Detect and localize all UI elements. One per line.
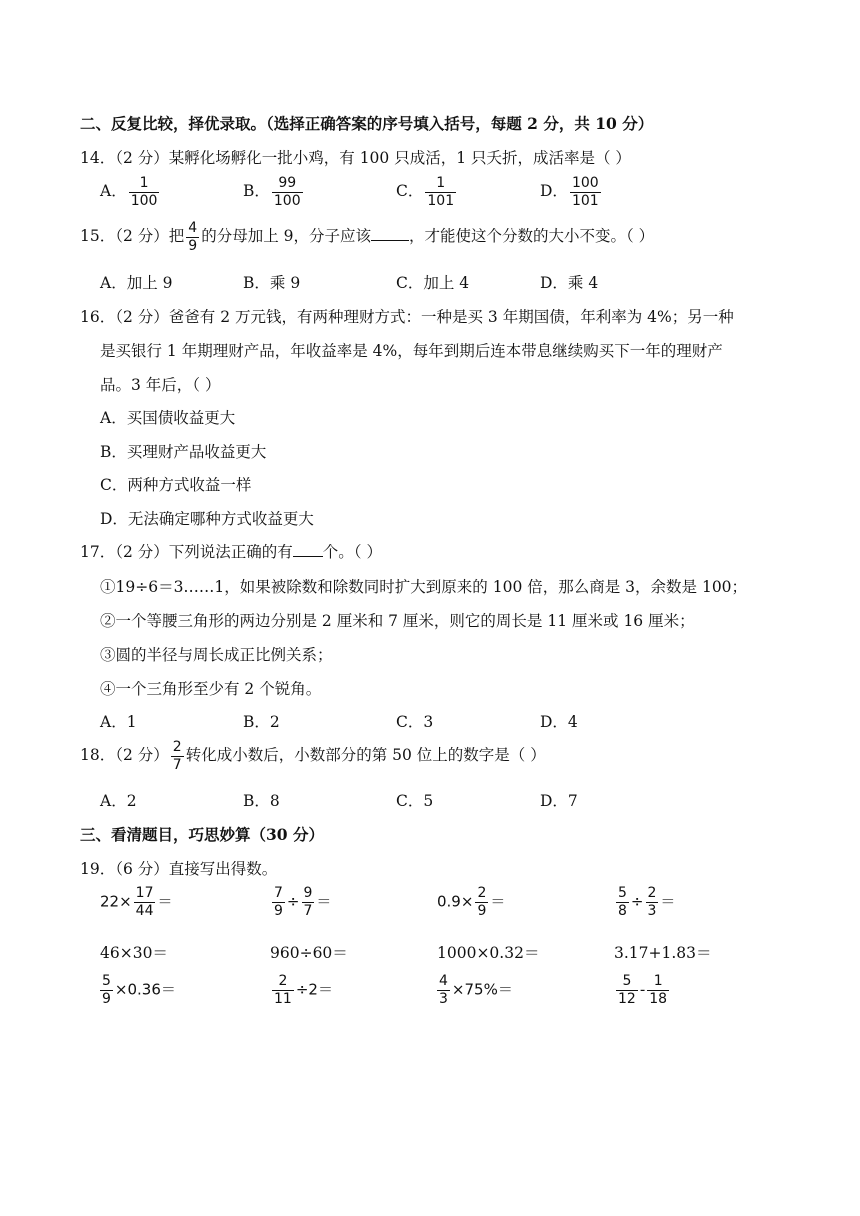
q17-option-d: D．4 — [540, 713, 578, 731]
section-2-title: 二、反复比较，择优录取。（选择正确答案的序号填入括号，每题 2 分，共 10 分） — [80, 114, 654, 133]
answer-blank — [371, 226, 409, 241]
question-16-line-1: 16．（2 分）爸爸有 2 万元钱，有两种理财方式：一种是买 3 年期国债，年利率为 4%；另一种 — [80, 308, 734, 326]
calc-r2-c2: 960÷60＝ — [270, 944, 348, 962]
fraction: $\frac{2}{7}$ — [172, 739, 182, 773]
calc-r2-c3: 1000×0.32＝ — [437, 944, 540, 962]
q16-option-b: B．买理财产品收益更大 — [100, 443, 267, 461]
calc-r1-c3: 0.9× $\frac{2}{9}$ ＝ — [437, 885, 506, 919]
question-16-line-2: 是买银行 1 年期理财产品，年收益率是 4%，每年到期后连本带息继续购买下一年的理财产 — [100, 342, 723, 360]
q17-option-b: B．2 — [243, 713, 280, 731]
fraction: $\frac{2}{11}$ — [274, 973, 292, 1007]
fraction: $\frac{1}{100}$ — [130, 175, 158, 209]
section-3-title: 三、看清题目，巧思妙算（30 分） — [80, 825, 324, 844]
calc-r3-c1: $\frac{5}{9}$ ×0.36＝ — [102, 973, 176, 1007]
q16-option-d: D．无法确定哪种方式收益更大 — [100, 510, 314, 528]
fraction: $\frac{9}{7}$ — [303, 885, 313, 919]
fraction: $\frac{17}{44}$ — [135, 885, 154, 919]
q17-option-a: A．1 — [100, 713, 137, 731]
calc-r2-c1: 46×30＝ — [100, 944, 168, 962]
calc-r3-c2: $\frac{2}{11}$ ÷2＝ — [274, 973, 333, 1007]
calc-r3-c4: $\frac{5}{12}$ - $\frac{1}{18}$ — [618, 973, 668, 1007]
q14-option-d: D． $\frac{100}{101}$ — [540, 175, 599, 209]
q17-statement-4: ④一个三角形至少有 2 个锐角。 — [100, 680, 322, 698]
fraction: $\frac{4}{3}$ — [439, 973, 448, 1007]
q14-option-c: C． $\frac{1}{101}$ — [396, 175, 455, 209]
q16-option-a: A．买国债收益更大 — [100, 409, 236, 427]
question-14-stem: 14．（2 分）某孵化场孵化一批小鸡，有 100 只成活，1 只夭折，成活率是（ ） — [80, 149, 631, 167]
q18-option-d: D．7 — [540, 792, 578, 810]
fraction: $\frac{99}{100}$ — [273, 175, 301, 209]
question-19-stem: 19．（6 分）直接写出得数。 — [80, 860, 278, 878]
calc-r1-c4: $\frac{5}{8}$ ÷ $\frac{2}{3}$ ＝ — [618, 885, 676, 919]
q18-option-a: A．2 — [100, 792, 137, 810]
calc-r2-c4: 3.17+1.83＝ — [614, 944, 712, 962]
q16-option-c: C．两种方式收益一样 — [100, 476, 252, 494]
fraction: $\frac{2}{3}$ — [647, 885, 657, 919]
fraction: $\frac{1}{101}$ — [427, 175, 455, 209]
question-16-line-3: 品。3 年后，（ ） — [100, 376, 221, 394]
fraction: $\frac{4}{9}$ — [188, 220, 198, 254]
q17-statement-3: ③圆的半径与周长成正比例关系； — [100, 646, 333, 664]
question-18-stem: 18．（2 分） $\frac{2}{7}$ 转化成小数后，小数部分的第 50 位上的数字是（ ） — [80, 739, 546, 773]
q15-option-d: D．乘 4 — [540, 274, 599, 292]
calc-r1-c2: $\frac{7}{9}$ ÷ $\frac{9}{7}$ ＝ — [274, 885, 332, 919]
fraction: $\frac{5}{9}$ — [102, 973, 111, 1007]
fraction: $\frac{1}{18}$ — [649, 973, 668, 1007]
fraction: $\frac{5}{12}$ — [618, 973, 636, 1007]
question-17-stem: 17．（2 分）下列说法正确的有 个。（ ） — [80, 543, 382, 561]
fraction: $\frac{2}{9}$ — [477, 885, 487, 919]
q14-option-a: A． $\frac{1}{100}$ — [100, 175, 158, 209]
answer-blank — [293, 542, 323, 557]
calc-r3-c3: $\frac{4}{3}$ ×75%＝ — [439, 973, 513, 1007]
q18-option-c: C．5 — [396, 792, 434, 810]
q17-statement-1: ①19÷6＝3……1，如果被除数和除数同时扩大到原来的 100 倍，那么商是 3，余数是 100； — [100, 578, 748, 596]
q15-option-a: A．加上 9 — [100, 274, 173, 292]
q18-option-b: B．8 — [243, 792, 280, 810]
calc-r1-c1: 22× $\frac{17}{44}$ ＝ — [100, 885, 173, 919]
fraction: $\frac{5}{8}$ — [618, 885, 627, 919]
q15-option-c: C．加上 4 — [396, 274, 470, 292]
question-15-stem: 15．（2 分）把 $\frac{4}{9}$ 的分母加上 9，分子应该 ，才能使这个分数的大小不变。（ ） — [80, 220, 655, 254]
q14-option-b: B． $\frac{99}{100}$ — [243, 175, 301, 209]
fraction: $\frac{7}{9}$ — [274, 885, 283, 919]
fraction: $\frac{100}{101}$ — [571, 175, 599, 209]
q15-option-b: B．乘 9 — [243, 274, 301, 292]
q17-option-c: C．3 — [396, 713, 434, 731]
q17-statement-2: ②一个等腰三角形的两边分别是 2 厘米和 7 厘米，则它的周长是 11 厘米或 16 厘米； — [100, 612, 695, 630]
